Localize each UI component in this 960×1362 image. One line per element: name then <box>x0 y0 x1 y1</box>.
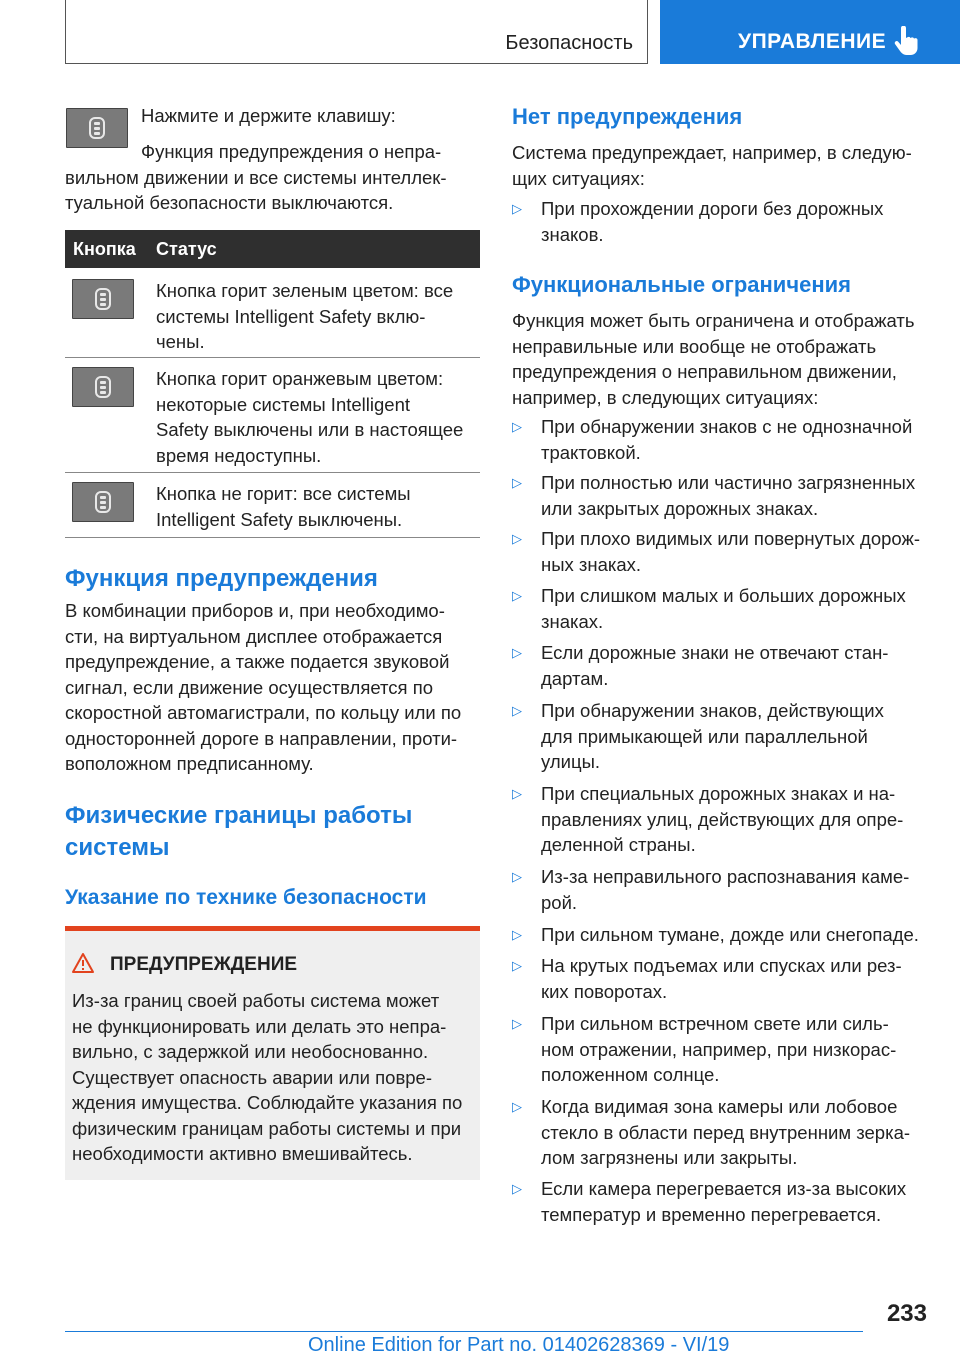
no-warning-text: Система предупреждает, например, в следую- щих ситуациях: <box>512 142 912 189</box>
header-chapter-title: УПРАВЛЕНИЕ <box>738 30 887 53</box>
list-item: Если дорожные знаки не отвечают стан- дартам. <box>541 642 889 689</box>
bullet-triangle-icon: ▷ <box>512 786 522 801</box>
footer-rule <box>65 1331 863 1332</box>
hand-pointer-icon <box>893 26 921 56</box>
safety-button-image <box>66 108 128 148</box>
table-col-status: Статус <box>156 239 217 259</box>
warning-triangle-icon <box>71 952 95 974</box>
table-divider <box>65 357 480 358</box>
page-number: 233 <box>886 1300 927 1327</box>
intro-line-2: Функция предупреждения о непра- <box>141 141 442 162</box>
table-row-1: Кнопка горит зеленым цветом: все системы Intelligent Safety вклю- чены. <box>156 280 454 352</box>
warning-bar <box>65 926 480 931</box>
list-item: При слишком малых и больших дорожных знаках. <box>541 585 906 632</box>
safety-button-icon <box>89 117 105 139</box>
list-item: При сильном тумане, дожде или снегопаде. <box>541 924 919 945</box>
list-item: Если камера перегревается из-за высоких температур и временно перегревается. <box>541 1178 907 1225</box>
safety-button-icon <box>95 376 111 398</box>
safety-button-icon <box>95 288 111 310</box>
bullet-triangle-icon: ▷ <box>512 927 522 942</box>
heading-no-warning: Нет предупреждения <box>512 104 743 129</box>
button-off-image <box>72 482 134 522</box>
bullet-triangle-icon: ▷ <box>512 1181 522 1196</box>
bullet-triangle-icon: ▷ <box>512 588 522 603</box>
heading-safety-note: Указание по технике безопасности <box>65 886 427 909</box>
list-item: При прохождении дороги без дорожных знаков. <box>541 198 884 245</box>
list-item: При специальных дорожных знаках и на- правлениях улиц, действующих для опре- деленной страны. <box>541 783 904 855</box>
status-table-header <box>65 230 480 268</box>
list-item: На крутых подъемах или спусках или рез- ких поворотах. <box>541 955 902 1002</box>
button-orange-image <box>72 367 134 407</box>
heading-physical-limits: Физические границы работы системы <box>65 802 413 861</box>
bullet-triangle-icon: ▷ <box>512 475 522 490</box>
header-section-title: Безопасность <box>505 32 633 54</box>
bullet-triangle-icon: ▷ <box>512 869 522 884</box>
list-item: При обнаружении знаков с не однозначной трактовкой. <box>541 416 913 463</box>
function-description: В комбинации приборов и, при необходимо- сти, на виртуальном дисплее отображается предупреждение, а также подается звуковой сигнал, если движение осуществляется по скоростной автомагистрали, по кольцу или по односторонней дороге в направлении, проти- воположном предписанному. <box>65 600 462 774</box>
intro-line-3: вильном движении и все системы интеллек- <box>65 167 447 188</box>
table-row-2: Кнопка горит оранжевым цветом: некоторые системы Intelligent Safety выключены или в настоящее время недоступны. <box>156 368 464 466</box>
intro-line-4: туальной безопасности выключаются. <box>65 192 394 213</box>
table-row-3: Кнопка не горит: все системы Intelligent Safety выключены. <box>156 483 411 530</box>
bullet-triangle-icon: ▷ <box>512 419 522 434</box>
bullet-triangle-icon: ▷ <box>512 703 522 718</box>
button-green-image <box>72 279 134 319</box>
warning-title: ПРЕДУПРЕЖДЕНИЕ <box>110 954 298 975</box>
list-item: Когда видимая зона камеры или лобовое стекло в области перед внутренним зерка- лом загрязнены или закрыты. <box>541 1096 911 1168</box>
list-item: При обнаружении знаков, действующих для примыкающей или параллельной улицы. <box>541 700 884 772</box>
bullet-triangle-icon: ▷ <box>512 958 522 973</box>
bullet-triangle-icon: ▷ <box>512 645 522 660</box>
table-divider <box>65 537 480 538</box>
limits-text: Функция может быть ограничена и отображать неправильные или вообще не отображать предупреждения о неправильном движении, например, в следующих ситуациях: <box>512 310 915 408</box>
bullet-triangle-icon: ▷ <box>512 1016 522 1031</box>
heading-functional-limits: Функциональные ограничения <box>512 272 851 297</box>
table-divider <box>65 472 480 473</box>
heading-warning-function: Функция предупреждения <box>65 565 378 592</box>
list-item: Из-за неправильного распознавания каме- рой. <box>541 866 910 913</box>
intro-line-1: Нажмите и держите клавишу: <box>141 105 396 126</box>
header-section-box <box>65 0 648 64</box>
safety-button-icon <box>95 491 111 513</box>
bullet-triangle-icon: ▷ <box>512 531 522 546</box>
list-item: При полностью или частично загрязненных или закрытых дорожных знаках. <box>541 472 916 519</box>
footer-edition: Online Edition for Part no. 01402628369 - VI/19 <box>308 1334 730 1356</box>
bullet-triangle-icon: ▷ <box>512 201 522 216</box>
table-col-button: Кнопка <box>73 239 136 259</box>
list-item: При плохо видимых или повернутых дорож- ных знаках. <box>541 528 921 575</box>
warning-text: Из-за границ своей работы система может не функционировать или делать это непра- вильно, с задержкой или необоснованно. Существует опасность аварии или повре- ждения имущества. Соблюдайте указания по физическим границам работы системы и при необходимости активно вмешивайтесь. <box>72 990 463 1164</box>
list-item: При сильном встречном свете или силь- ном отражении, например, при низкорас- положенном солнце. <box>541 1013 897 1085</box>
bullet-triangle-icon: ▷ <box>512 1099 522 1114</box>
